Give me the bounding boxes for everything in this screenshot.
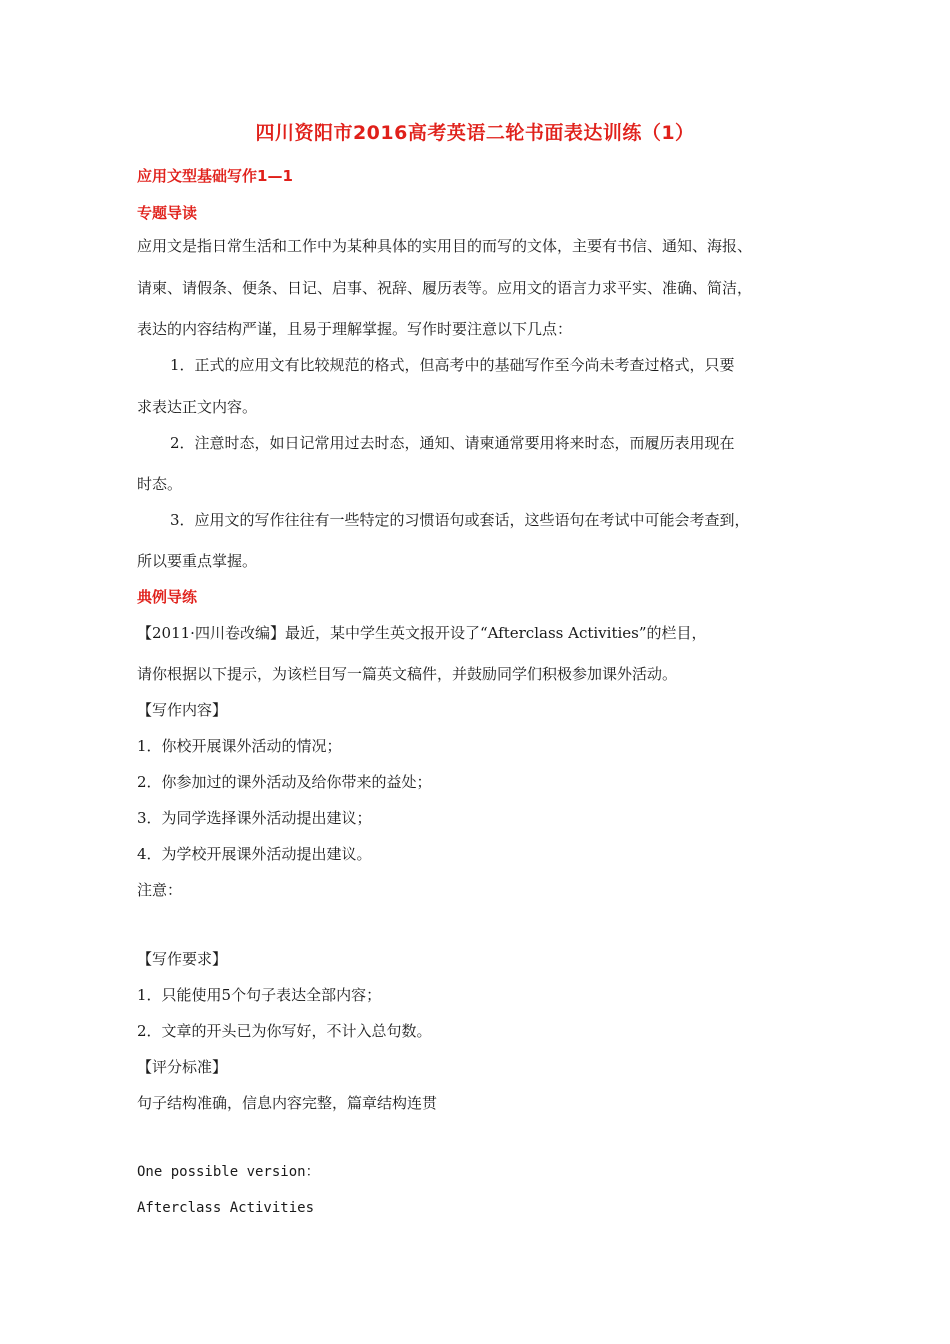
- content-heading: 【写作内容】: [137, 701, 228, 719]
- section-heading: 应用文型基础写作1—1: [137, 167, 293, 185]
- requirement-item: 2．文章的开头已为你写好，不计入总句数。: [137, 1022, 432, 1040]
- point-2-rest: 时态。: [137, 475, 183, 493]
- document-title: 四川资阳市2016高考英语二轮书面表达训练（1）: [255, 122, 695, 144]
- intro-line: 表达的内容结构严谨，且易于理解掌握。写作时要注意以下几点：: [137, 320, 573, 338]
- prompt-line: 请你根据以下提示，为该栏目写一篇英文稿件，并鼓励同学们积极参加课外活动。: [137, 665, 678, 683]
- example-heading: 典例导练: [137, 588, 198, 606]
- point-1-rest: 求表达正文内容。: [137, 398, 258, 416]
- intro-line: 请柬、请假条、便条、日记、启事、祝辞、履历表等。应用文的语言力求平实、准确、简洁，: [137, 279, 753, 297]
- content-item: 1．你校开展课外活动的情况；: [137, 737, 342, 755]
- point-3-rest: 所以要重点掌握。: [137, 552, 258, 570]
- intro-line: 应用文是指日常生活和工作中为某种具体的实用目的而写的文体，主要有书信、通知、海报、: [137, 237, 753, 255]
- requirement-item: 1．只能使用5个句子表达全部内容；: [137, 986, 382, 1004]
- requirements-heading: 【写作要求】: [137, 950, 228, 968]
- content-item: 2．你参加过的课外活动及给你带来的益处；: [137, 773, 432, 791]
- version-title: Afterclass Activities: [137, 1200, 315, 1216]
- content-item: 3．为同学选择课外活动提出建议；: [137, 809, 372, 827]
- intro-heading: 专题导读: [137, 204, 198, 222]
- point-1-first: 1．正式的应用文有比较规范的格式，但高考中的基础写作至今尚未考查过格式，只要: [170, 356, 735, 374]
- version-label: One possible version：: [137, 1164, 320, 1180]
- scoring-text: 句子结构准确，信息内容完整，篇章结构连贯: [137, 1094, 438, 1112]
- note-label: 注意：: [137, 881, 183, 899]
- content-item: 4．为学校开展课外活动提出建议。: [137, 845, 372, 863]
- prompt-line: 【2011·四川卷改编】最近，某中学生英文报开设了“Afterclass Activities”的栏目，: [137, 624, 707, 642]
- point-3-first: 3．应用文的写作往往有一些特定的习惯语句或套话，这些语句在考试中可能会考查到，: [170, 511, 750, 529]
- scoring-heading: 【评分标准】: [137, 1058, 228, 1076]
- point-2-first: 2．注意时态，如日记常用过去时态，通知、请柬通常要用将来时态，而履历表用现在: [170, 434, 735, 452]
